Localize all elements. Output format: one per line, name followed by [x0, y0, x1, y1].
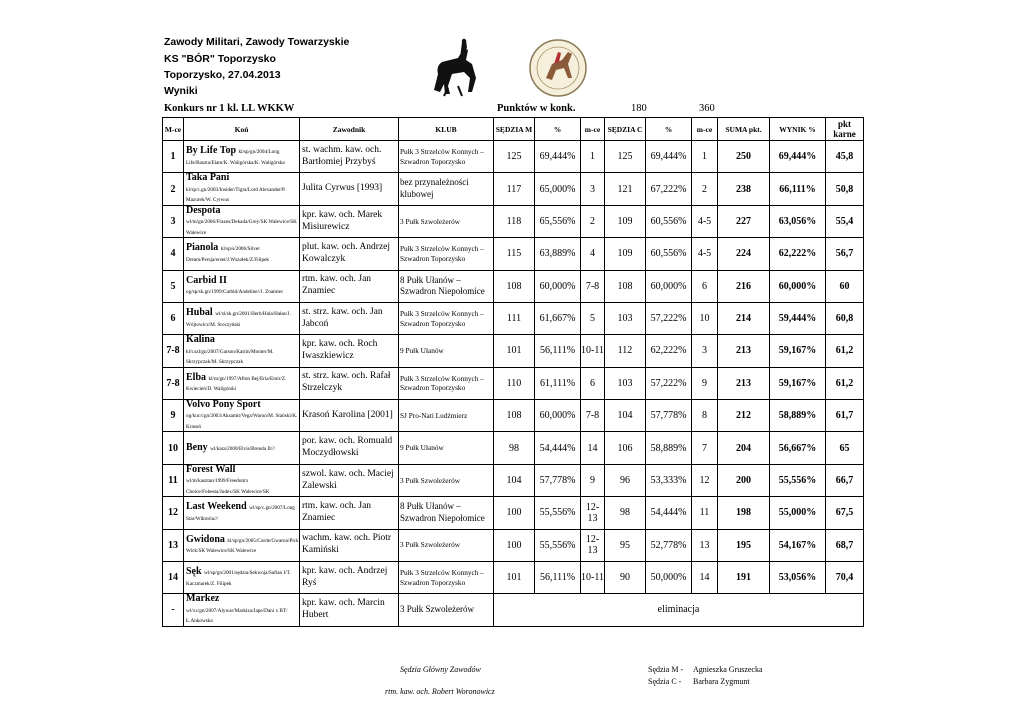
club-cell: Pułk 3 Strzelców Konnych – Szwadron Toporzysko [399, 302, 494, 334]
horse-name: By Life Top [186, 145, 237, 157]
club-cell: SJ Pro-Nati Ludźmierz [399, 399, 494, 432]
penalty-points: 65 [826, 432, 864, 464]
horse-cell [184, 464, 300, 497]
percent-judge-c: 60,556% [646, 205, 692, 238]
place-cell: - [163, 594, 184, 627]
score-judge-m: 111 [494, 302, 535, 334]
horse-cell [184, 302, 300, 334]
horse-cell [184, 335, 300, 368]
percent-judge-m: 65,000% [535, 173, 581, 206]
place-judge-m: 12-13 [581, 497, 605, 529]
club-cell: Pułk 3 Strzelców Konnych – Szwadron Toporzysko [399, 238, 494, 270]
total-score: 198 [718, 497, 770, 529]
result-percent: 53,056% [770, 561, 826, 593]
result-percent: 63,056% [770, 205, 826, 238]
rider-cell: st. strz. kaw. och. Jan Jabcoń [300, 302, 399, 334]
judge-m-name: Agnieszka Gruszecka [693, 665, 763, 674]
percent-judge-m: 55,556% [535, 497, 581, 529]
score-judge-m: 118 [494, 205, 535, 238]
table-row [163, 173, 864, 206]
result-percent: 59,444% [770, 302, 826, 334]
club-emblem-logo [528, 38, 588, 98]
place-cell: 11 [163, 464, 184, 497]
place-cell: 4 [163, 238, 184, 270]
horse-name: Sęk [186, 566, 202, 578]
horse-name: Markez [186, 593, 220, 605]
horse-cell [184, 238, 300, 270]
place-judge-c: 1 [692, 141, 718, 173]
horse-details: wl/sp/gn/2001/sędzia/Sekwoja/Safian I/T. Kaczmarek/Z. Filipek [186, 570, 291, 587]
table-row [163, 270, 864, 302]
percent-judge-c: 52,778% [646, 529, 692, 561]
place-judge-c: 7 [692, 432, 718, 464]
table-header-row [163, 118, 864, 141]
place-judge-c: 12 [692, 464, 718, 497]
result-percent: 58,889% [770, 399, 826, 432]
horse-details: wl/m/gn/2006/Frazes/Dekada/Grey/SK Walewice/SK Walewice [186, 219, 297, 236]
total-score: 214 [718, 302, 770, 334]
percent-judge-m: 63,889% [535, 238, 581, 270]
score-judge-c: 95 [605, 529, 646, 561]
total-score: 250 [718, 141, 770, 173]
percent-judge-m: 60,000% [535, 399, 581, 432]
horse-details: kl/sp/s/2006/Silver Dream/Persja/erset/J.Wszołek/Z.Filipek [186, 246, 269, 263]
rider-cell: szwol. kaw. och. Maciej Zalewski [300, 464, 399, 497]
horse-details: kl/t.szl/gn/2007/Garson/Katrin/Monter/M. Skrzypczak/M. Skrzypczak [186, 348, 274, 366]
place-judge-m: 3 [581, 173, 605, 206]
total-score: 224 [718, 238, 770, 270]
result-percent: 55,556% [770, 464, 826, 497]
score-judge-c: 103 [605, 367, 646, 399]
col-penalty: pkt karne [826, 118, 864, 141]
score-judge-c: 106 [605, 432, 646, 464]
horse-details: kl/sp/gn/2004/Long Life/Baszta/Elam/K. Waligórska/K. Waligórska [186, 149, 285, 166]
horse-cell [184, 173, 300, 206]
place-cell: 3 [163, 205, 184, 238]
score-judge-m: 101 [494, 335, 535, 368]
result-percent: 56,667% [770, 432, 826, 464]
place-judge-m: 7-8 [581, 270, 605, 302]
place-judge-c: 11 [692, 497, 718, 529]
total-score: 200 [718, 464, 770, 497]
club-cell: 3 Pułk Szwoleżerów [399, 529, 494, 561]
horse-cell [184, 399, 300, 432]
club-cell: 3 Pułk Szwoleżerów [399, 464, 494, 497]
points-label: Punktów w konk. [497, 103, 576, 114]
horse-cell [184, 561, 300, 593]
percent-judge-m: 60,000% [535, 270, 581, 302]
table-row [163, 399, 864, 432]
horse-name: Elba [186, 371, 207, 383]
table-row-eliminated [163, 594, 864, 627]
club-cell: 3 Pułk Szwoleżerów [399, 594, 494, 627]
percent-judge-c: 69,444% [646, 141, 692, 173]
horse-name: Forest Wall [186, 464, 236, 475]
rider-cell: rtm. kaw. och. Jan Znamiec [300, 497, 399, 529]
percent-judge-c: 57,778% [646, 399, 692, 432]
horse-cell [184, 594, 300, 627]
score-judge-c: 90 [605, 561, 646, 593]
place-judge-m: 14 [581, 432, 605, 464]
rider-cell: st. strz. kaw. och. Rafał Strzelczyk [300, 367, 399, 399]
score-judge-m: 110 [494, 367, 535, 399]
table-row [163, 141, 864, 173]
score-judge-m: 98 [494, 432, 535, 464]
place-judge-m: 10-11 [581, 335, 605, 368]
percent-judge-c: 60,556% [646, 238, 692, 270]
percent-judge-c: 57,222% [646, 302, 692, 334]
penalty-points: 55,4 [826, 205, 864, 238]
percent-judge-m: 57,778% [535, 464, 581, 497]
penalty-points: 60,8 [826, 302, 864, 334]
table-row [163, 561, 864, 593]
club-cell: 9 Pułk Ułanów [399, 432, 494, 464]
score-judge-m: 101 [494, 561, 535, 593]
score-judge-m: 104 [494, 464, 535, 497]
table-row [163, 335, 864, 368]
penalty-points: 66,7 [826, 464, 864, 497]
event-title: Zawody Militari, Zawody Towarzyskie [164, 36, 350, 48]
table-row [163, 302, 864, 334]
horse-name: Gwidona [186, 533, 225, 545]
horse-name: Carbid II [186, 274, 227, 286]
place-cell: 12 [163, 497, 184, 529]
horse-cell [184, 270, 300, 302]
col-judge-m: SĘDZIA M [494, 118, 535, 141]
score-judge-m: 125 [494, 141, 535, 173]
col-place: M-ce [163, 118, 184, 141]
place-cell: 10 [163, 432, 184, 464]
place-judge-c: 4-5 [692, 238, 718, 270]
place-judge-c: 2 [692, 173, 718, 206]
table-row [163, 205, 864, 238]
horse-name: Beny [186, 441, 208, 453]
horse-name: Kalina [186, 334, 215, 346]
total-score: 213 [718, 335, 770, 368]
place-cell: 1 [163, 141, 184, 173]
horse-details: kl/sp/c.gn/2003/Insider/Tigra/Lord Alexander/P. Mazurek/W. Cyrwus [186, 186, 286, 204]
score-judge-c: 109 [605, 238, 646, 270]
place-judge-c: 8 [692, 399, 718, 432]
horse-details: wl/sp/c.gn/2007/Long Star/Wiktoria/// [186, 505, 295, 522]
table-row [163, 432, 864, 464]
place-judge-m: 5 [581, 302, 605, 334]
percent-judge-m: 56,111% [535, 561, 581, 593]
percent-judge-c: 58,889% [646, 432, 692, 464]
table-row [163, 464, 864, 497]
penalty-points: 61,2 [826, 335, 864, 368]
total-score: 204 [718, 432, 770, 464]
chief-judge-name: rtm. kaw. och. Robert Woronowicz [385, 687, 495, 696]
score-judge-m: 108 [494, 270, 535, 302]
penalty-points: 60 [826, 270, 864, 302]
place-judge-c: 3 [692, 335, 718, 368]
rider-cell: wachm. kaw. och. Piotr Kamiński [300, 529, 399, 561]
total-score: 191 [718, 561, 770, 593]
competition-title: Konkurs nr 1 kl. LL WKKW [164, 103, 295, 114]
score-judge-c: 103 [605, 302, 646, 334]
col-result: WYNIK % [770, 118, 826, 141]
results-table [162, 117, 864, 627]
percent-judge-m: 55,556% [535, 529, 581, 561]
score-judge-c: 121 [605, 173, 646, 206]
result-percent: 55,000% [770, 497, 826, 529]
table-row [163, 367, 864, 399]
rider-cell: kpr. kaw. och. Marcin Hubert [300, 594, 399, 627]
score-judge-c: 96 [605, 464, 646, 497]
place-judge-c: 9 [692, 367, 718, 399]
percent-judge-m: 54,444% [535, 432, 581, 464]
horse-details: kl/sp/gn/2005/Corde/Gwarna/Pick Wick/SK Walewice/SK Walewice [186, 537, 299, 555]
place-judge-c: 6 [692, 270, 718, 302]
total-score: 195 [718, 529, 770, 561]
club-cell: 8 Pułk Ułanów – Szwadron Niepołomice [399, 270, 494, 302]
place-cell: 9 [163, 399, 184, 432]
percent-judge-m: 61,111% [535, 367, 581, 399]
horse-cell [184, 432, 300, 464]
score-judge-c: 112 [605, 335, 646, 368]
place-cell: 7-8 [163, 335, 184, 368]
result-percent: 62,222% [770, 238, 826, 270]
penalty-points: 56,7 [826, 238, 864, 270]
col-judge-m-percent: % [535, 118, 581, 141]
place-judge-c: 13 [692, 529, 718, 561]
elimination-status: eliminacja [494, 594, 864, 627]
result-percent: 69,444% [770, 141, 826, 173]
percent-judge-c: 67,222% [646, 173, 692, 206]
percent-judge-m: 61,667% [535, 302, 581, 334]
score-judge-c: 108 [605, 270, 646, 302]
horse-name: Taka Pani [186, 172, 230, 184]
rider-cell: kpr. kaw. och. Andrzej Ryś [300, 561, 399, 593]
rider-cell: rtm. kaw. och. Jan Znamiec [300, 270, 399, 302]
col-club: KLUB [399, 118, 494, 141]
judge-c-label: Sędzia C - [648, 677, 682, 686]
result-percent: 66,111% [770, 173, 826, 206]
rider-cell: kpr. kaw. och. Marek Misiurewicz [300, 205, 399, 238]
horse-cell [184, 497, 300, 529]
place-judge-c: 10 [692, 302, 718, 334]
total-score: 227 [718, 205, 770, 238]
horse-details: wl/sl/sk.gn/2001/Herb/Hala/Hałas/J. Wójtowicz/M. Sroczyński [186, 311, 291, 328]
col-horse: Koń [184, 118, 300, 141]
total-score: 216 [718, 270, 770, 302]
rider-cell: kpr. kaw. och. Roch Iwaszkiewicz [300, 335, 399, 368]
rider-cell: plut. kaw. och. Andrzej Kowalczyk [300, 238, 399, 270]
total-score: 238 [718, 173, 770, 206]
club-cell: Pułk 3 Strzelców Konnych – Szwadron Toporzysko [399, 367, 494, 399]
table-row [163, 238, 864, 270]
result-percent: 54,167% [770, 529, 826, 561]
score-judge-c: 98 [605, 497, 646, 529]
place-cell: 5 [163, 270, 184, 302]
place-judge-m: 12-13 [581, 529, 605, 561]
horse-details: wl/xx/gn/2007/Alywar/Markiza/Jape/Dani x BT/Ł.Ankowska [186, 607, 288, 625]
penalty-points: 67,5 [826, 497, 864, 529]
percent-judge-c: 57,222% [646, 367, 692, 399]
club-cell: 3 Pułk Szwoleżerów [399, 205, 494, 238]
total-score: 213 [718, 367, 770, 399]
horse-name: Volvo Pony Sport [186, 399, 261, 410]
col-judge-c: SĘDZIA C [605, 118, 646, 141]
dressage-rider-logo [420, 38, 496, 98]
penalty-points: 61,7 [826, 399, 864, 432]
score-judge-m: 117 [494, 173, 535, 206]
percent-judge-m: 56,111% [535, 335, 581, 368]
horse-details: wl/kara/2000/Elvis/Brenda II/// [210, 445, 276, 452]
horse-details: og/sp/sk.gn/1999/Carbid/Andeline//J. Znamiec [186, 289, 284, 296]
results-heading: Wyniki [164, 85, 198, 97]
place-cell: 2 [163, 173, 184, 206]
result-percent: 59,167% [770, 335, 826, 368]
club-cell: 8 Pułk Ułanów – Szwadron Niepołomice [399, 497, 494, 529]
horse-details: wl/m/kasztan/1999/Freedom's Choice/Fobesta/Judex/SK Walewice/SK [186, 478, 270, 495]
percent-judge-m: 69,444% [535, 141, 581, 173]
penalty-points: 68,7 [826, 529, 864, 561]
club-cell: Pułk 3 Strzelców Konnych – Szwadron Toporzysko [399, 561, 494, 593]
horse-name: Pianola [186, 242, 219, 254]
score-judge-m: 100 [494, 497, 535, 529]
horse-details: kl/m/gn/1997/Afton Bej/Eria/Emir/Z. Kwiecień/D. Waligórski [186, 375, 287, 393]
percent-judge-c: 62,222% [646, 335, 692, 368]
percent-judge-c: 50,000% [646, 561, 692, 593]
penalty-points: 61,2 [826, 367, 864, 399]
points-per-judge: 180 [631, 103, 647, 114]
horse-cell [184, 529, 300, 561]
chief-judge-label: Sędzia Główny Zawodów [400, 665, 481, 674]
event-date-place: Toporzysko, 27.04.2013 [164, 69, 281, 81]
percent-judge-m: 65,556% [535, 205, 581, 238]
place-judge-m: 9 [581, 464, 605, 497]
horse-name: Hubal [186, 307, 213, 319]
club-name: KS "BÓR" Toporzysko [164, 53, 276, 65]
horse-details: og/kuc/cgn/2003/Aksamit/Vega/Waron/M. Stański/K. Krasoń [186, 413, 298, 430]
score-judge-m: 115 [494, 238, 535, 270]
result-percent: 60,000% [770, 270, 826, 302]
percent-judge-c: 60,000% [646, 270, 692, 302]
rider-cell: st. wachm. kaw. och. Bartłomiej Przybyś [300, 141, 399, 173]
score-judge-m: 108 [494, 399, 535, 432]
place-judge-m: 1 [581, 141, 605, 173]
table-row [163, 529, 864, 561]
rider-cell: por. kaw. och. Romuald Moczydłowski [300, 432, 399, 464]
place-judge-m: 4 [581, 238, 605, 270]
table-row [163, 497, 864, 529]
place-judge-m: 7-8 [581, 399, 605, 432]
col-sum: SUMA pkt. [718, 118, 770, 141]
place-judge-m: 2 [581, 205, 605, 238]
col-rider: Zawodnik [300, 118, 399, 141]
horse-cell [184, 141, 300, 173]
result-percent: 59,167% [770, 367, 826, 399]
score-judge-c: 104 [605, 399, 646, 432]
score-judge-c: 125 [605, 141, 646, 173]
club-cell: bez przynależności klubowej [399, 173, 494, 206]
judge-c-name: Barbara Zygmunt [693, 677, 750, 686]
col-judge-c-percent: % [646, 118, 692, 141]
horse-cell [184, 205, 300, 238]
percent-judge-c: 53,333% [646, 464, 692, 497]
horse-name: Last Weekend [186, 501, 247, 513]
place-judge-m: 6 [581, 367, 605, 399]
horse-cell [184, 367, 300, 399]
place-cell: 13 [163, 529, 184, 561]
col-judge-c-place: m-ce [692, 118, 718, 141]
col-judge-m-place: m-ce [581, 118, 605, 141]
score-judge-c: 109 [605, 205, 646, 238]
points-total: 360 [699, 103, 715, 114]
penalty-points: 70,4 [826, 561, 864, 593]
club-cell: Pułk 3 Strzelców Konnych – Szwadron Toporzysko [399, 141, 494, 173]
percent-judge-c: 54,444% [646, 497, 692, 529]
score-judge-m: 100 [494, 529, 535, 561]
penalty-points: 45,8 [826, 141, 864, 173]
total-score: 212 [718, 399, 770, 432]
place-cell: 6 [163, 302, 184, 334]
horse-name: Despota [186, 205, 221, 216]
place-cell: 7-8 [163, 367, 184, 399]
place-judge-c: 4-5 [692, 205, 718, 238]
club-cell: 9 Pułk Ułanów [399, 335, 494, 368]
penalty-points: 50,8 [826, 173, 864, 206]
rider-cell: Krasoń Karolina [2001] [300, 399, 399, 432]
rider-cell: Julita Cyrwus [1993] [300, 173, 399, 206]
place-judge-m: 10-11 [581, 561, 605, 593]
judge-m-label: Sędzia M - [648, 665, 684, 674]
place-judge-c: 14 [692, 561, 718, 593]
place-cell: 14 [163, 561, 184, 593]
